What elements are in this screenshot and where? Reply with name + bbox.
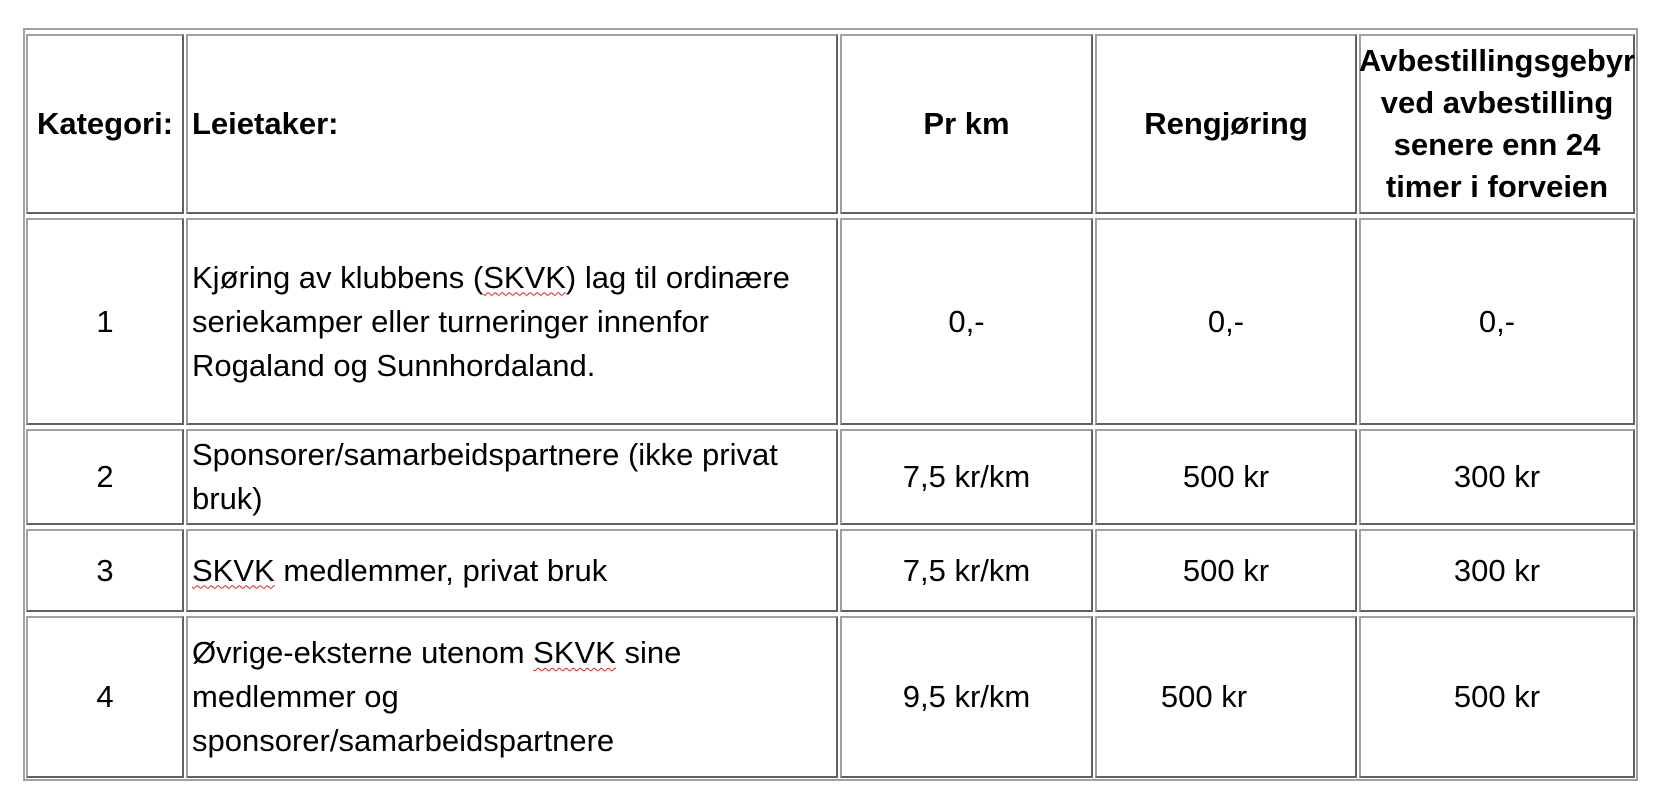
row-3-leietaker <box>186 529 838 612</box>
row-4-leietaker-line-3: sponsorer/samarbeidspartnere <box>192 723 615 758</box>
row-2-pr-km-value: 7,5 kr/km <box>902 459 1031 494</box>
row-3-line-1-post: medlemmer, privat bruk <box>274 552 608 588</box>
header-kategori-label: Kategori: <box>36 106 174 141</box>
header-pr-km-label: Pr km <box>923 106 1010 141</box>
header-avbestilling-line-1: Avbestillingsgebyr <box>1358 43 1636 78</box>
header-rengjoring <box>1095 34 1357 214</box>
row-2-leietaker-line-2: bruk) <box>192 481 263 516</box>
row-2-pr-km <box>840 429 1093 525</box>
header-rengjoring-label: Rengjøring <box>1144 106 1308 141</box>
row-2-leietaker-text <box>192 433 778 521</box>
row-1-line-1-post: ) lag til ordinære <box>565 259 790 295</box>
row-2-rengjoring-value: 500 kr <box>1182 459 1270 494</box>
row-1-kategori-value: 1 <box>96 303 114 339</box>
header-avbestillingsgebyr-text <box>1359 40 1635 208</box>
row-4-leietaker-line-2: medlemmer og <box>192 679 399 714</box>
row-3-kategori <box>26 529 184 612</box>
row-1-rengjoring <box>1095 218 1357 425</box>
row-4-pr-km <box>840 616 1093 778</box>
row-3-pr-km-value: 7,5 kr/km <box>902 552 1031 588</box>
row-4-kategori-value: 4 <box>96 679 114 714</box>
row-4-leietaker-line-1 <box>192 631 681 675</box>
row-2-avbestilling-value: 300 kr <box>1453 459 1541 494</box>
header-leietaker <box>186 34 838 214</box>
row-1-avbestilling-value: 0,- <box>1478 303 1516 339</box>
row-3-leietaker-line-1 <box>192 549 607 593</box>
header-avbestilling-line-4: timer i forveien <box>1385 169 1609 204</box>
row-2-kategori-value: 2 <box>96 459 114 494</box>
header-leietaker-label: Leietaker: <box>192 106 339 141</box>
row-4-rengjoring <box>1095 616 1357 778</box>
header-pr-km <box>840 34 1093 214</box>
row-1-pr-km-value: 0,- <box>948 303 985 339</box>
row-4-leietaker <box>186 616 838 778</box>
row-4-line-1-pre: Øvrige-eksterne utenom <box>192 635 534 670</box>
row-1-rengjoring-value: 0,- <box>1207 303 1245 339</box>
row-1-leietaker-line-2: seriekamper eller turneringer innenfor <box>192 303 709 339</box>
header-avbestillingsgebyr <box>1359 34 1635 214</box>
row-2-avbestilling <box>1359 429 1635 525</box>
row-4-avbestilling-value: 500 kr <box>1453 679 1541 714</box>
row-3-avbestilling-value: 300 kr <box>1453 552 1541 588</box>
row-1-kategori <box>26 218 184 425</box>
row-2-kategori <box>26 429 184 525</box>
row-2-leietaker <box>186 429 838 525</box>
row-4-rengjoring-value: 500 kr <box>1160 679 1248 714</box>
row-3-rengjoring-value: 500 kr <box>1182 552 1270 588</box>
row-1-leietaker-line-1 <box>192 256 790 300</box>
row-4-avbestilling <box>1359 616 1635 778</box>
header-avbestilling-line-2: ved avbestilling <box>1380 85 1614 120</box>
row-2-leietaker-line-1: Sponsorer/samarbeidspartnere (ikke privat <box>192 437 778 472</box>
row-1-pr-km <box>840 218 1093 425</box>
row-3-kategori-value: 3 <box>96 552 114 588</box>
row-4-spellcheck-mark: SKVK <box>533 635 616 670</box>
row-1-leietaker-text <box>192 256 790 388</box>
row-1-avbestilling <box>1359 218 1635 425</box>
row-4-line-1-post: sine <box>615 635 682 670</box>
row-3-rengjoring <box>1095 529 1357 612</box>
row-3-spellcheck-mark: SKVK <box>192 552 275 588</box>
row-4-leietaker-text <box>192 631 681 763</box>
row-1-spellcheck-mark: SKVK <box>483 259 566 295</box>
header-avbestilling-line-3: senere enn 24 <box>1393 127 1601 162</box>
row-2-rengjoring <box>1095 429 1357 525</box>
row-3-pr-km <box>840 529 1093 612</box>
row-4-kategori <box>26 616 184 778</box>
header-kategori <box>26 34 184 214</box>
row-1-leietaker <box>186 218 838 425</box>
row-3-avbestilling <box>1359 529 1635 612</box>
row-4-pr-km-value: 9,5 kr/km <box>902 679 1031 714</box>
row-1-leietaker-line-3: Rogaland og Sunnhordaland. <box>192 347 596 383</box>
row-1-line-1-pre: Kjøring av klubbens ( <box>192 259 484 295</box>
